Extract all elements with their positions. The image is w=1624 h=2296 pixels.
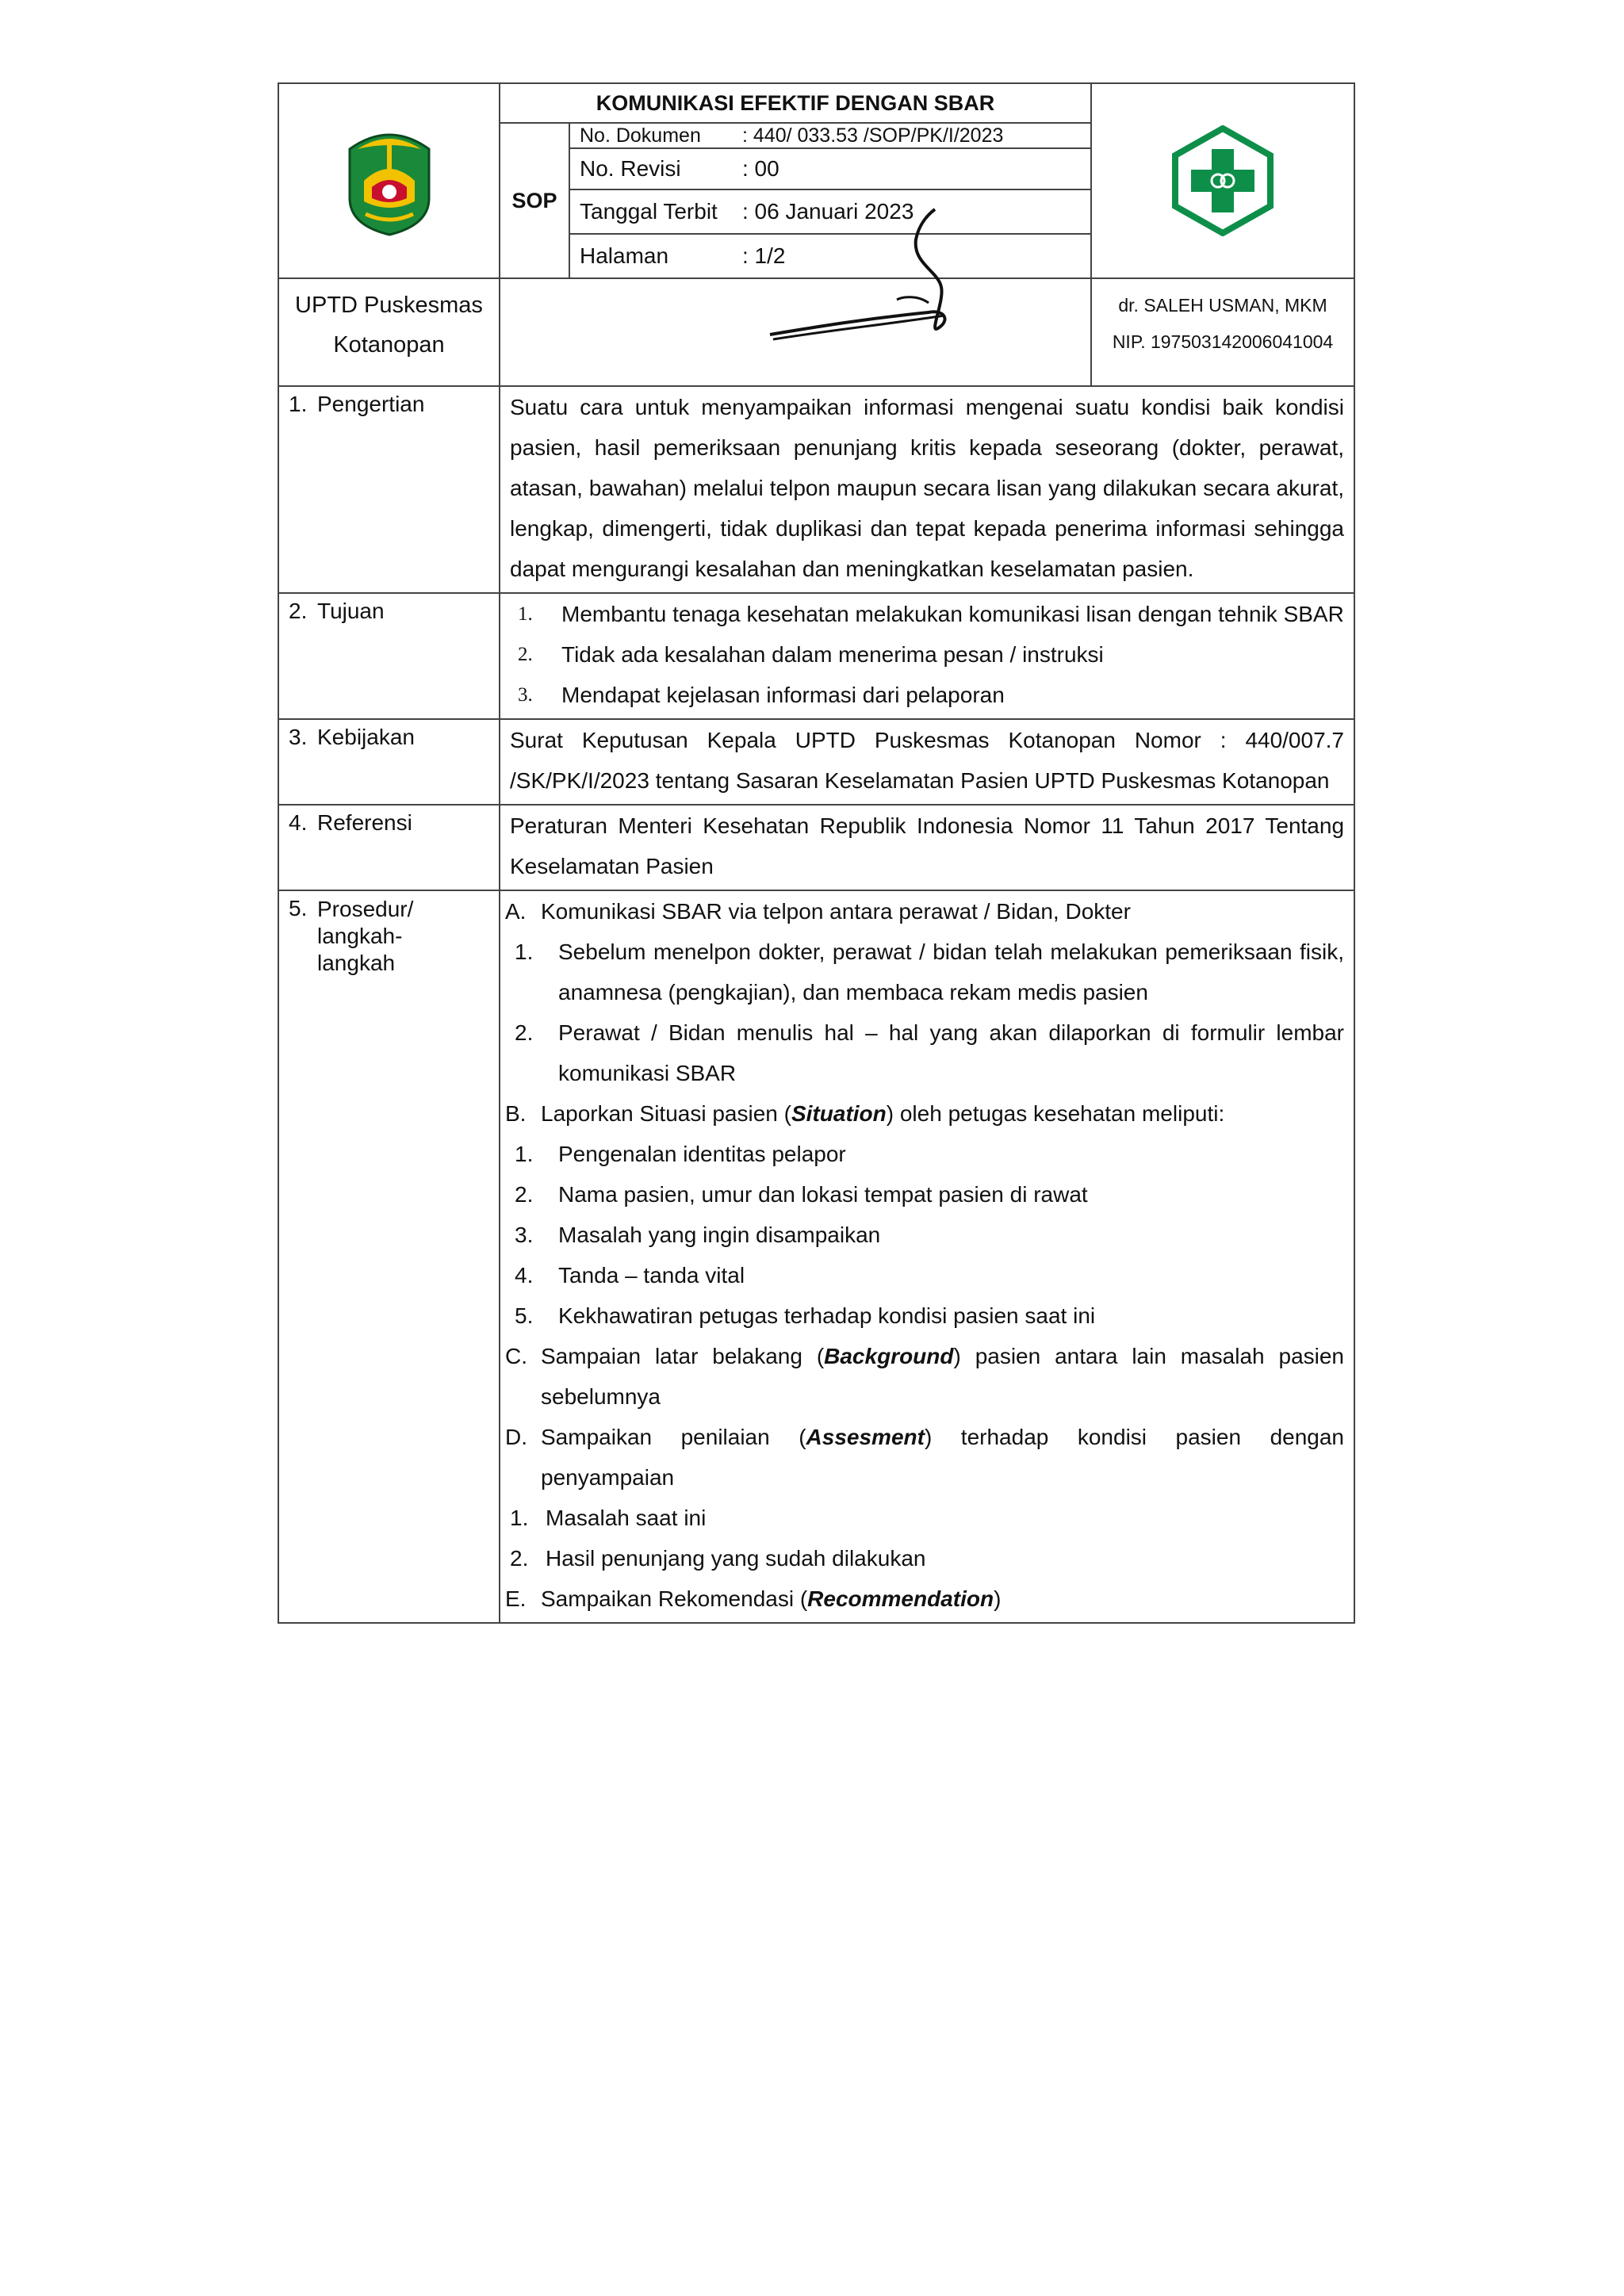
sop-document bbox=[278, 82, 1354, 1624]
list-item: 2. Hasil penunjang yang sudah dilakukan bbox=[510, 1546, 926, 1571]
signer-info bbox=[1091, 278, 1354, 386]
list-item: 1. Pengenalan identitas pelapor bbox=[515, 1142, 846, 1166]
section-label-referensi: 4. Referensi bbox=[278, 805, 500, 890]
list-item: 2. Nama pasien, umur dan lokasi tempat pasien di rawat bbox=[515, 1182, 1088, 1207]
meta-no-dokumen: No. Dokumen : 440/ 033.53 /SOP/PK/I/2023 bbox=[569, 123, 1091, 148]
section-label-prosedur: 5. Prosedur/ langkah- langkah bbox=[278, 890, 500, 1623]
sop-label: SOP bbox=[500, 123, 569, 278]
step-b: B. Laporkan Situasi pasien (Situation) oleh petugas kesehatan meliputi: bbox=[505, 1101, 1225, 1126]
sop-table bbox=[278, 82, 1355, 1624]
step-c: C. Sampaian latar belakang (Background) pasien antara lain masalah pasien sebelumnya bbox=[505, 1344, 1345, 1409]
list-item: 2. Tidak ada kesalahan dalam menerima pesan / instruksi bbox=[518, 642, 1104, 667]
signer-nip: NIP. 197503142006041004 bbox=[1112, 331, 1334, 352]
list-item: 5. Kekhawatiran petugas terhadap kondisi pasien saat ini bbox=[515, 1303, 1096, 1328]
step-e: E. Sampaikan Rekomendasi (Recommendation) bbox=[505, 1586, 1002, 1611]
section-pengertian: Suatu cara untuk menyampaikan informasi mengenai suatu kondisi baik kondisi pasien, hasil pemeriksaan penunjang kritis kepada seseorang (dokter, perawat, atasan, bawahan) melalui telpon maupun secara lisan yang dilakukan secara akurat, lengkap, dimengerti, tidak duplikasi dan tepat kepada penerima informasi sehingga dapat mengurangi kesalahan dan meningkatkan keselamatan pasien. bbox=[500, 386, 1354, 593]
institution-name: UPTD Puskesmas Kotanopan bbox=[278, 278, 500, 386]
list-item: 3. Mendapat kejelasan informasi dari pelaporan bbox=[518, 683, 1005, 707]
section-referensi: Peraturan Menteri Kesehatan Republik Indonesia Nomor 11 Tahun 2017 Tentang Keselamatan Pasien bbox=[500, 805, 1354, 890]
health-logo-cell bbox=[1091, 83, 1354, 278]
signer-name: dr. SALEH USMAN, MKM bbox=[1118, 295, 1327, 316]
list-item: 2. Perawat / Bidan menulis hal – hal yang akan dilaporkan di formulir lembar komunikasi SBAR bbox=[515, 1020, 1345, 1085]
meta-no-revisi: No. Revisi : 00 bbox=[569, 148, 1091, 189]
list-item: 4. Tanda – tanda vital bbox=[515, 1263, 745, 1288]
list-item: 3. Masalah yang ingin disampaikan bbox=[515, 1223, 881, 1247]
section-prosedur bbox=[500, 890, 1354, 1623]
meta-halaman: Halaman : 1/2 bbox=[569, 234, 1091, 278]
signature-mark bbox=[500, 208, 1087, 366]
document-title: KOMUNIKASI EFEKTIF DENGAN SBAR bbox=[500, 83, 1091, 123]
section-label-pengertian: 1. Pengertian bbox=[278, 386, 500, 593]
meta-tanggal-terbit: Tanggal Terbit : 06 Januari 2023 bbox=[569, 189, 1091, 234]
list-item: 1. Masalah saat ini bbox=[510, 1506, 707, 1530]
list-item: 1. Sebelum menelpon dokter, perawat / bidan telah melakukan pemeriksaan fisik, anamnesa (pengkajian), dan membaca rekam medis pasien bbox=[515, 939, 1345, 1004]
list-item: 1. Membantu tenaga kesehatan melakukan komunikasi lisan dengan tehnik SBAR bbox=[518, 602, 1344, 626]
regency-logo-cell bbox=[278, 83, 500, 278]
section-label-tujuan: 2. Tujuan bbox=[278, 593, 500, 719]
health-cross-icon bbox=[1170, 125, 1275, 236]
signature-cell bbox=[500, 278, 1091, 386]
section-label-kebijakan: 3. Kebijakan bbox=[278, 719, 500, 805]
section-kebijakan: Surat Keputusan Kepala UPTD Puskesmas Kotanopan Nomor : 440/007.7 /SK/PK/I/2023 tentang Sasaran Keselamatan Pasien UPTD Puskesmas Kotanopan bbox=[500, 719, 1354, 805]
section-tujuan bbox=[500, 593, 1354, 719]
regency-emblem-icon bbox=[345, 125, 434, 236]
step-d: D. Sampaikan penilaian (Assesment) terhadap kondisi pasien dengan penyampaian bbox=[505, 1425, 1345, 1490]
step-a: A. Komunikasi SBAR via telpon antara perawat / Bidan, Dokter bbox=[505, 899, 1131, 924]
